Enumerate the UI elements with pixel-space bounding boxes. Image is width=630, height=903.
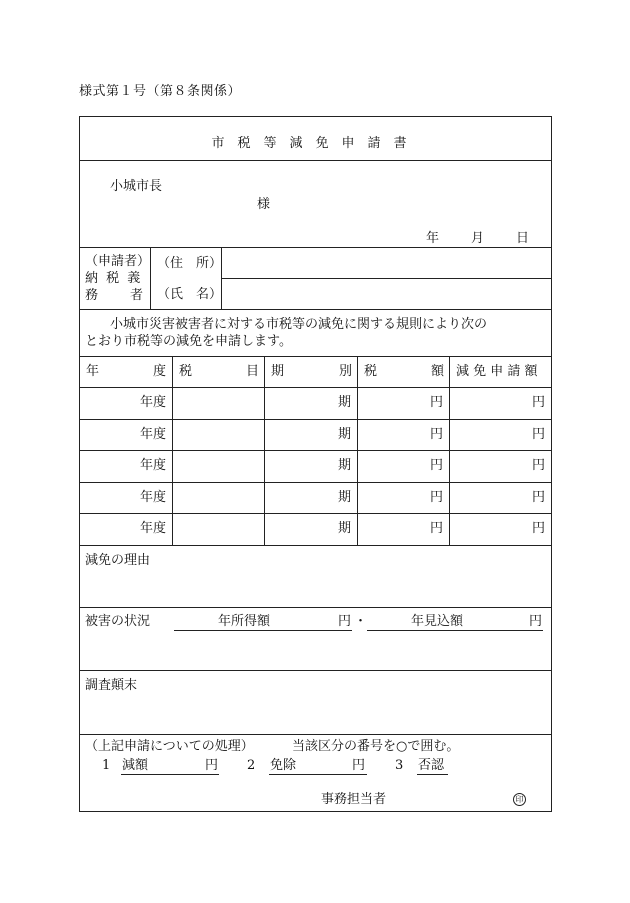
processing-note: 当該区分の番号を○で囲む。: [292, 739, 460, 754]
date-day: 日: [516, 231, 530, 246]
header-amount-b: 額: [431, 364, 445, 379]
table-col-divider: [264, 356, 265, 545]
table-header-bottom: [80, 387, 551, 388]
date-year: 年: [426, 231, 440, 246]
header-tax-b: 目: [246, 364, 260, 379]
damage-separator: ・: [354, 614, 368, 629]
option-1-number: 1: [102, 758, 111, 773]
header-year-b: 度: [153, 364, 167, 379]
seal-char: 印: [515, 795, 524, 804]
table-row-line: [80, 513, 551, 514]
name-label: （氏 名）: [157, 287, 223, 302]
row-reduction-amount: 円: [531, 458, 545, 473]
address-name-divider: [221, 278, 551, 279]
reason-label: 減免の理由: [85, 553, 151, 568]
option-1-label: 減額: [122, 758, 149, 773]
row-period: 期: [337, 458, 351, 473]
reason-divider: [80, 607, 551, 608]
expected-income-yen: 円: [529, 614, 543, 629]
row-year: 年度: [139, 490, 166, 505]
row-year: 年度: [139, 395, 166, 410]
table-top: [80, 356, 551, 357]
tax-reduction-application-form: [79, 116, 552, 812]
statement-line1: 小城市災害被害者に対する市税等の減免に関する規則により次の: [110, 317, 488, 332]
table-row-line: [80, 419, 551, 420]
damage-divider: [80, 670, 551, 671]
annual-income-yen: 円: [338, 614, 352, 629]
row-period: 期: [337, 490, 351, 505]
table-bottom: [80, 545, 551, 546]
seal-mark: [513, 793, 526, 806]
option-1-yen: 円: [205, 758, 219, 773]
row-period: 期: [337, 395, 351, 410]
table-row-line: [80, 450, 551, 451]
expected-income-label: 年見込額: [411, 614, 464, 629]
row-year: 年度: [139, 521, 166, 536]
row-tax-amount: 円: [429, 458, 443, 473]
damage-label: 被害の状況: [85, 614, 151, 629]
table-col-divider: [172, 356, 173, 545]
row-tax-amount: 円: [429, 395, 443, 410]
table-col-divider: [449, 356, 450, 545]
addressee: 小城市長: [110, 179, 163, 194]
row-period: 期: [337, 521, 351, 536]
statement-line2: とおり市税等の減免を申請します。: [85, 334, 292, 349]
option-2-number: 2: [247, 758, 256, 773]
applicant-role-line3: 務 者: [85, 288, 146, 303]
applicant-role-line2: 納 税 義: [85, 271, 143, 286]
officer-label: 事務担当者: [321, 792, 387, 807]
row-reduction-amount: 円: [531, 521, 545, 536]
investigation-label: 調査顛末: [85, 678, 138, 693]
header-period-b: 別: [339, 364, 353, 379]
annual-income-label: 年所得額: [218, 614, 271, 629]
form-title: 市税等減免申請書: [211, 136, 420, 151]
row-reduction-amount: 円: [531, 395, 545, 410]
row-tax-amount: 円: [429, 490, 443, 505]
header-period-a: 期: [271, 364, 285, 379]
option-2-label: 免除: [270, 758, 297, 773]
header-year-a: 年: [86, 364, 100, 379]
row-year: 年度: [139, 427, 166, 442]
applicant-role-divider: [150, 247, 151, 309]
option-2-yen: 円: [352, 758, 366, 773]
row-reduction-amount: 円: [531, 427, 545, 442]
option-3-label: 否認: [418, 758, 445, 773]
header-reduction-amount: 減 免 申 請 額: [456, 364, 538, 379]
option-3-number: 3: [395, 758, 404, 773]
header-tax-a: 税: [179, 364, 193, 379]
processing-heading: （上記申請についての処理）: [85, 739, 254, 754]
applicant-role-line1: （申請者）: [85, 254, 151, 269]
form-number-caption: 様式第１号（第８条関係）: [79, 84, 242, 99]
honorific: 様: [257, 197, 271, 212]
row-tax-amount: 円: [429, 521, 443, 536]
applicant-divider: [80, 309, 551, 310]
address-label: （住 所）: [157, 256, 223, 271]
title-divider: [80, 160, 551, 161]
row-period: 期: [337, 427, 351, 442]
row-tax-amount: 円: [429, 427, 443, 442]
table-col-divider: [357, 356, 358, 545]
row-year: 年度: [139, 458, 166, 473]
date-month: 月: [471, 231, 485, 246]
table-row-line: [80, 482, 551, 483]
header-amount-a: 税: [364, 364, 378, 379]
investigation-divider: [80, 734, 551, 735]
row-reduction-amount: 円: [531, 490, 545, 505]
